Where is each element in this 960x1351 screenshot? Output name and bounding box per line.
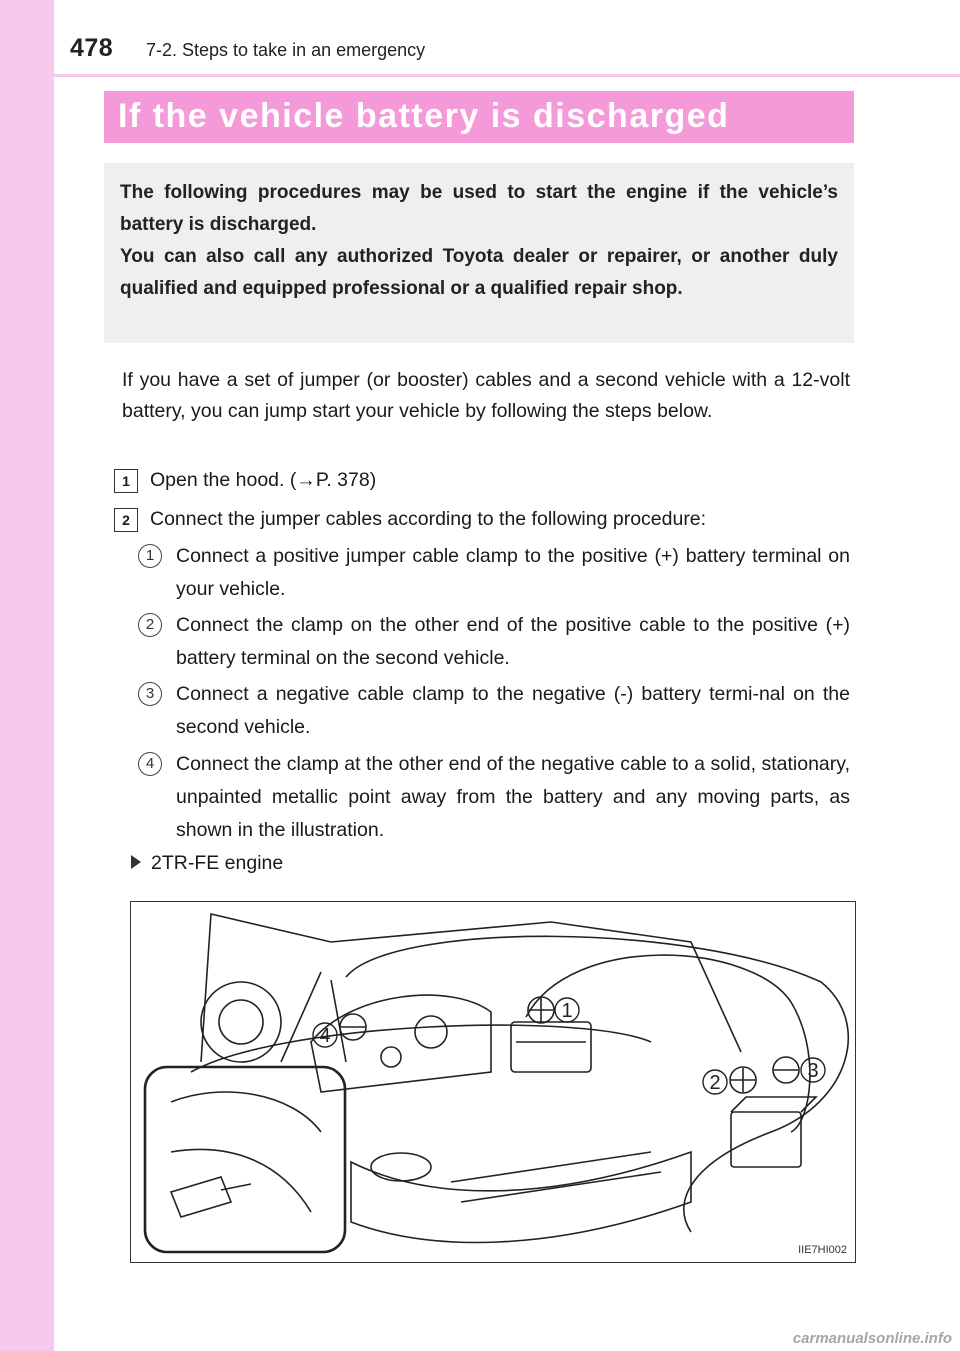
watermark: carmanualsonline.info — [792, 1330, 952, 1347]
step-number-box: 2 — [114, 508, 138, 532]
step-number-box: 1 — [114, 469, 138, 493]
negative-cable — [346, 936, 848, 1232]
hood-outline — [201, 914, 741, 1062]
inset-callout-line — [281, 972, 321, 1062]
engine-block — [311, 995, 491, 1092]
intro-text — [120, 177, 838, 305]
section-title: 7-2. Steps to take in an emergency — [146, 40, 426, 60]
substep-text: Connect a positive jumper cable clamp to the positive (+) battery terminal on your vehicle. — [176, 545, 850, 600]
fig-label-3: 3 — [807, 1060, 819, 1082]
vehicle-battery — [511, 1022, 591, 1072]
body-paragraph: If you have a set of jumper (or booster) cables and a second vehicle with a 12-volt battery, you can jump start your vehicle by following the steps below. — [122, 369, 850, 422]
jump-start-illustration — [130, 901, 856, 1263]
fig-label-2: 2 — [709, 1072, 721, 1094]
bumper — [351, 1152, 691, 1242]
header-rule — [54, 74, 960, 77]
inset-clamp — [171, 1177, 231, 1217]
positive-cable — [526, 955, 810, 1132]
circled-number: 4 — [138, 752, 162, 776]
figure-code: IIE7HI002 — [798, 1244, 847, 1256]
circled-number: 3 — [138, 682, 162, 706]
fig-label-1: 1 — [561, 1000, 573, 1022]
engine-bay-drawing — [131, 902, 855, 1262]
page-number: 478 — [70, 34, 114, 62]
circled-number: 1 — [138, 544, 162, 568]
page-title-bar — [104, 91, 854, 143]
triangle-bullet-icon — [131, 855, 141, 869]
step-text: Connect the jumper cables according to the following procedure: — [150, 508, 707, 530]
intro-line-2: You can also call any authorized Toyota dealer or repairer, or another duly qualified and equipped professional or a qualified repair shop. — [120, 246, 838, 299]
side-tab-strip — [0, 0, 54, 1351]
intro-line-1: The following procedures may be used to start the engine if the vehicle’s battery is discharged. — [120, 182, 838, 235]
circled-number: 2 — [138, 613, 162, 637]
emblem — [371, 1153, 431, 1181]
page-title: If the vehicle battery is discharged — [118, 97, 730, 135]
fig-label-4: 4 — [319, 1025, 331, 1047]
air-filter — [201, 982, 281, 1062]
substep-text: Connect the clamp at the other end of the negative cable to a solid, stationary, unpainted metallic point away from the battery and any moving parts, as shown in the illustration. — [176, 753, 850, 841]
cap — [415, 1016, 447, 1048]
engine-variant — [131, 848, 283, 878]
substep-text: Connect the clamp on the other end of the positive cable to the positive (+) battery terminal on the second vehicle. — [176, 614, 850, 669]
step-text: Open the hood. (→P. 378) — [150, 469, 377, 491]
substep-text: Connect a negative cable clamp to the negative (-) battery termi-nal on the second vehicle. — [176, 683, 850, 738]
engine-label: 2TR-FE engine — [151, 852, 284, 874]
detail-inset — [145, 1067, 345, 1252]
intro-box — [104, 163, 854, 343]
second-battery — [731, 1112, 801, 1167]
